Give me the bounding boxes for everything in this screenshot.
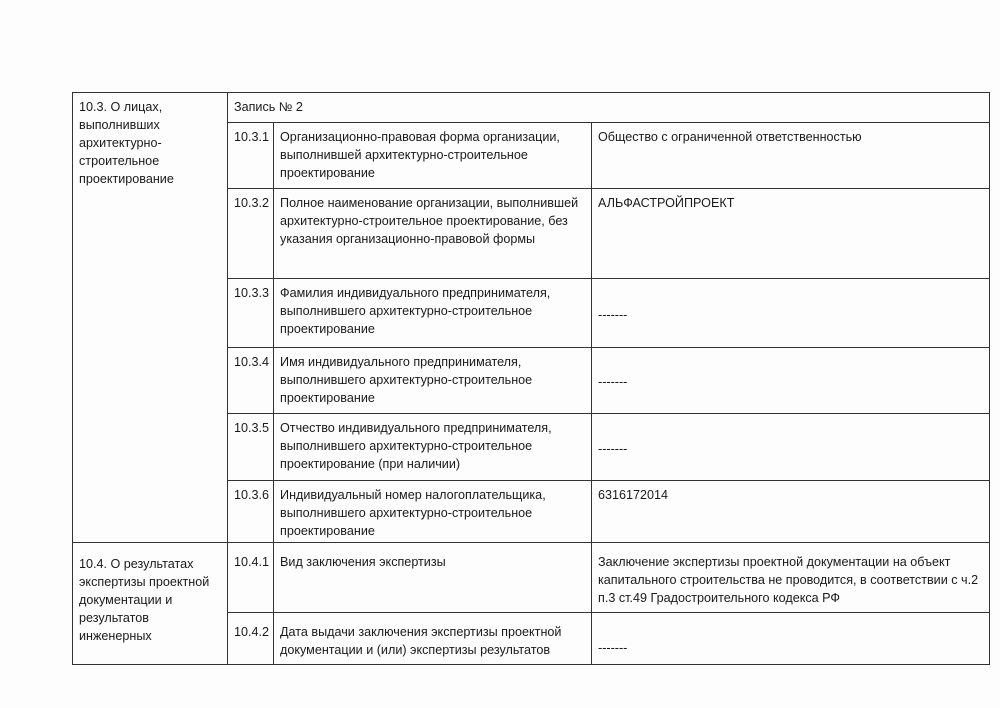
row-value: АЛЬФАСТРОЙПРОЕКТ bbox=[592, 189, 990, 279]
row-label: Фамилия индивидуального предпринимателя, выполнившего архитектурно-строительное проектирование bbox=[274, 279, 592, 348]
row-label: Вид заключения экспертизы bbox=[274, 543, 592, 613]
row-value: Общество с ограниченной ответственностью bbox=[592, 123, 990, 189]
row-number: 10.4.2 bbox=[228, 613, 274, 665]
row-label: Отчество индивидуального предпринимателя, выполнившего архитектурно-строительное проектирование (при наличии) bbox=[274, 414, 592, 481]
row-value: ------- bbox=[592, 414, 990, 481]
row-number: 10.3.2 bbox=[228, 189, 274, 279]
row-label: Индивидуальный номер налогоплательщика, выполнившего архитектурно-строительное проектирование bbox=[274, 481, 592, 543]
row-number: 10.4.1 bbox=[228, 543, 274, 613]
row-value: ------- bbox=[592, 613, 990, 665]
row-label: Организационно-правовая форма организации, выполнившей архитектурно-строительное проектирование bbox=[274, 123, 592, 189]
section-title-10-3: 10.3. О лицах, выполнивших архитектурно-строительное проектирование bbox=[73, 93, 228, 543]
row-number: 10.3.6 bbox=[228, 481, 274, 543]
record-header-row bbox=[73, 93, 990, 123]
table-row bbox=[73, 543, 990, 613]
row-label: Имя индивидуального предпринимателя, выполнившего архитектурно-строительное проектирование bbox=[274, 348, 592, 414]
row-label: Дата выдачи заключения экспертизы проектной документации и (или) экспертизы результатов bbox=[274, 613, 592, 665]
row-number: 10.3.4 bbox=[228, 348, 274, 414]
row-number: 10.3.3 bbox=[228, 279, 274, 348]
record-label: Запись № 2 bbox=[228, 93, 990, 123]
section-title-10-4: 10.4. О результатах экспертизы проектной документации и результатов инженерных bbox=[73, 543, 228, 665]
row-label: Полное наименование организации, выполнившей архитектурно-строительное проектирование, без указания организационно-правовой формы bbox=[274, 189, 592, 279]
document-table bbox=[72, 92, 990, 665]
row-number: 10.3.1 bbox=[228, 123, 274, 189]
row-value: Заключение экспертизы проектной документации на объект капитального строительства не проводится, в соответствии с ч.2 п.3 ст.49 Градостроительного кодекса РФ bbox=[592, 543, 990, 613]
row-value: ------- bbox=[592, 279, 990, 348]
row-number: 10.3.5 bbox=[228, 414, 274, 481]
row-value: 6316172014 bbox=[592, 481, 990, 543]
row-value: ------- bbox=[592, 348, 990, 414]
